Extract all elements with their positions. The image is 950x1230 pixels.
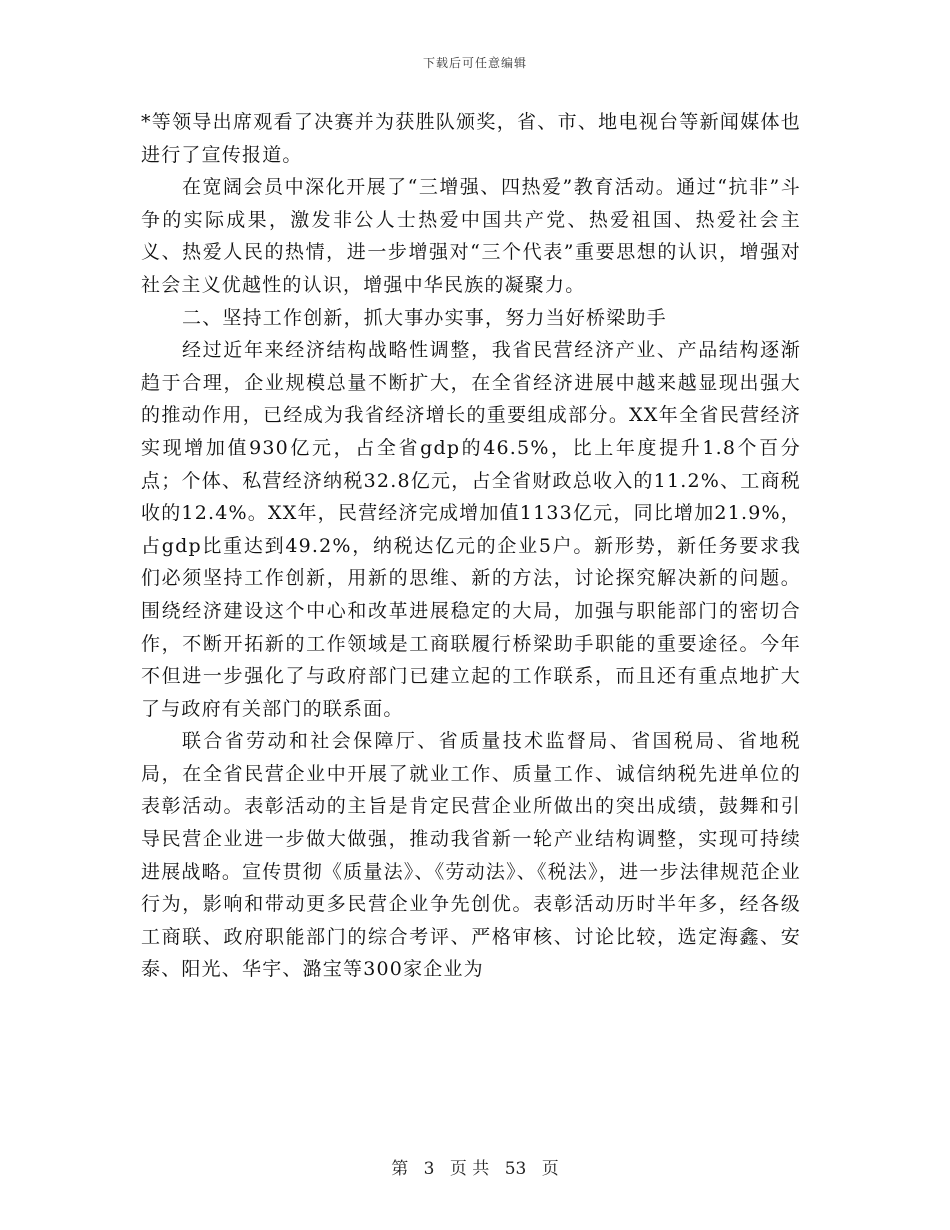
page-footer [0, 1154, 950, 1179]
total-pages: 53 [504, 1159, 527, 1179]
footer-suffix: 页 [541, 1159, 559, 1179]
document-body [141, 106, 801, 986]
paragraph: *等领导出席观看了决赛并为获胜队颁奖，省、市、地电视台等新闻媒体也进行了宣传报道。 [141, 111, 801, 166]
section-heading: 二、坚持工作创新，抓大事办实事，努力当好桥梁助手 [182, 306, 667, 329]
paragraph: 在宽阔会员中深化开展了“三增强、四热爱”教育活动。通过“抗非”斗争的实际成果，激发非公人士热爱中国共产党、热爱祖国、热爱社会主义、热爱人民的热情，进一步增强对“三个代表”重要思想的认识，增强对社会主义优越性的认识，增强中华民族的凝聚力。 [141, 176, 801, 296]
paragraph: 经过近年来经济结构战略性调整，我省民营经济产业、产品结构逐渐趋于合理，企业规模总量不断扩大，在全省经济进展中越来越显现出强大的推动作用，已经成为我省经济增长的重要组成部分。XX年全省民营经济实现增加值930亿元，占全省gdp的46.5%，比上年度提升1.8个百分点；个体、私营经济纳税32.8亿元，占全省财政总收入的11.2%、工商税收的12.4%。XX年，民营经济完成增加值1133亿元，同比增加21.9%，占gdp比重达到49.2%，纳税达亿元的企业5户。新形势，新任务要求我们必须坚持工作创新，用新的思维、新的方法，讨论探究解决新的问题。围绕经济建设这个中心和改革进展稳定的大局，加强与职能部门的密切合作，不断开拓新的工作领域是工商联履行桥梁助手职能的重要途径。今年不但进一步强化了与政府部门已建立起的工作联系，而且还有重点地扩大了与政府有关部门的联系面。 [141, 339, 801, 720]
paragraph: 联合省劳动和社会保障厅、省质量技术监督局、省国税局、省地税局，在全省民营企业中开展了就业工作、质量工作、诚信纳税先进单位的表彰活动。表彰活动的主旨是肯定民营企业所做出的突出成绩，鼓舞和引导民营企业进一步做大做强，推动我省新一轮产业结构调整，实现可持续进展战略。宣传贯彻《质量法》、《劳动法》、《税法》，进一步法律规范企业行为，影响和带动更多民营企业争先创优。表彰活动历时半年多，经各级工商联、政府职能部门的综合考评、严格审核、讨论比较，选定海鑫、安泰、阳光、华宇、潞宝等300家企业为 [141, 730, 801, 981]
footer-middle: 页 共 [449, 1159, 490, 1179]
page-header: 下载后可任意编辑 [422, 56, 527, 70]
page-number: 3 [423, 1159, 435, 1179]
footer-prefix: 第 [391, 1159, 409, 1179]
